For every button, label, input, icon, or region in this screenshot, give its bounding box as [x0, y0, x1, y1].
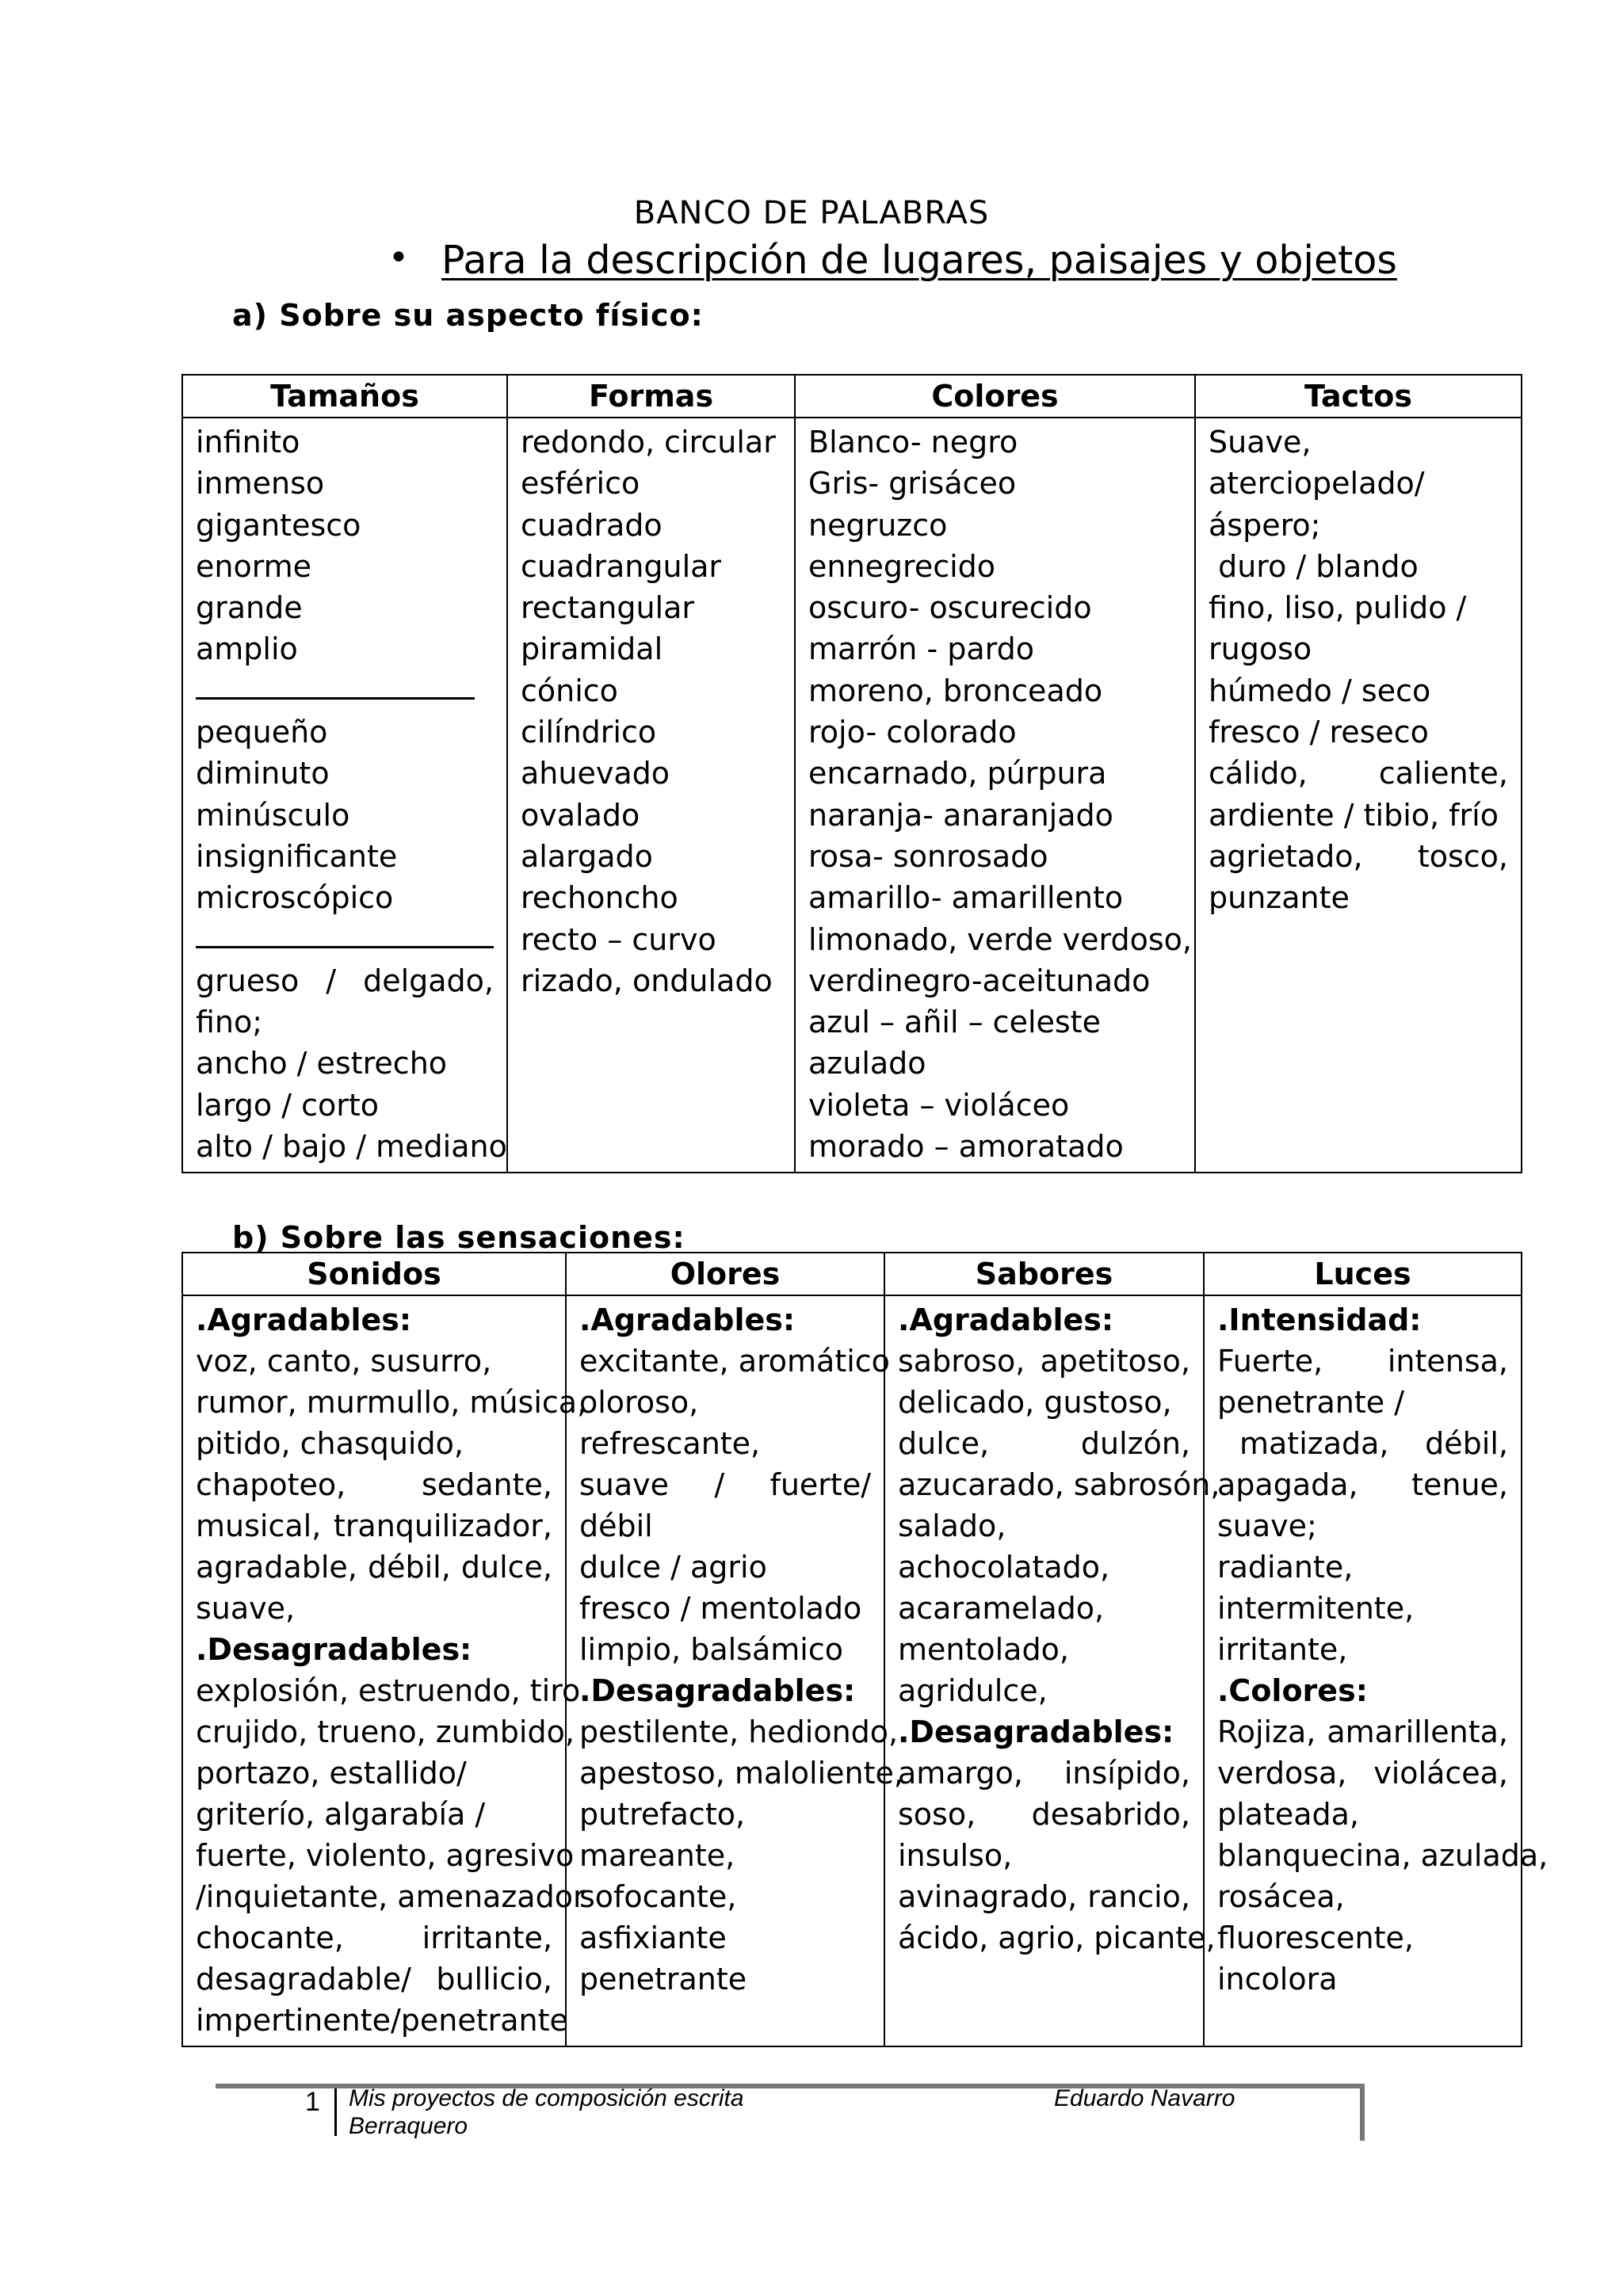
word-item: suave,	[196, 1591, 296, 1626]
footer-book-title: Mis proyectos de composición escrita	[349, 2085, 744, 2111]
word-item: pitido, chasquido,	[196, 1426, 464, 1461]
sonidos-cell	[182, 1295, 587, 2046]
footer-author: Eduardo Navarro	[1054, 2085, 1235, 2111]
word-item: ácido, agrio, picante,	[898, 1920, 1216, 1955]
word-item: agradable, débil, dulce,	[196, 1550, 552, 1585]
word-item: suave;	[1217, 1508, 1317, 1543]
word-item: intermitente,	[1217, 1591, 1415, 1626]
word-item: fino, liso, pulido /	[1209, 590, 1467, 626]
category-label: .Colores:	[1217, 1673, 1368, 1708]
table-row	[182, 1295, 1522, 2046]
word-item: apestoso, maloliente,	[579, 1756, 903, 1791]
word-item: fluorescente,	[1217, 1920, 1414, 1955]
word-item: dulce, dulzón,	[898, 1426, 1190, 1461]
word-item: musical, tranquilizador,	[196, 1508, 552, 1543]
word-item: cuadrado	[521, 507, 663, 543]
word-item: dulce / agrio	[579, 1550, 767, 1585]
word-item: refrescante,	[579, 1426, 761, 1461]
separator-line	[196, 670, 475, 711]
word-item: sofocante,	[579, 1879, 737, 1914]
column-header-tactos: Tactos	[1195, 375, 1522, 418]
word-item: oscuro- oscurecido	[808, 590, 1092, 626]
word-item: penetrante /	[1217, 1385, 1405, 1420]
sensations-table	[181, 1252, 1549, 2047]
table-header-row	[182, 1253, 1522, 1295]
section-a-heading: a) Sobre su aspecto físico:	[232, 298, 704, 333]
colores-cell	[795, 418, 1195, 1173]
document-subtitle: Para la descripción de lugares, paisajes y objetos	[441, 238, 1397, 283]
word-item: rugoso	[1209, 631, 1312, 667]
word-item: azul – añil – celeste	[808, 1005, 1101, 1040]
word-item: grande	[196, 590, 303, 626]
word-item: ovalado	[521, 797, 640, 833]
word-item: rumor, murmullo, música,	[196, 1385, 587, 1420]
word-item: chocante, irritante,	[196, 1920, 552, 1955]
word-item: esférico	[521, 466, 640, 502]
separator-line	[196, 919, 494, 960]
word-item: Suave,	[1209, 425, 1312, 460]
word-item: suave / fuerte/	[579, 1467, 871, 1502]
word-item: inmenso	[196, 466, 325, 502]
word-item: insignificante	[196, 838, 398, 874]
word-item: áspero;	[1209, 507, 1321, 543]
word-item: alargado	[521, 838, 653, 874]
table-header-row	[182, 375, 1522, 418]
footer-divider	[334, 2088, 337, 2136]
word-item: explosión, estruendo, tiro	[196, 1673, 581, 1708]
word-item: putrefacto,	[579, 1797, 746, 1832]
word-item: /inquietante, amenazador	[196, 1879, 586, 1914]
table-row	[182, 418, 1522, 1173]
word-item: blanquecina, azulada,	[1217, 1838, 1549, 1873]
column-header-colores: Colores	[795, 375, 1195, 418]
word-item: rectangular	[521, 590, 695, 626]
word-item: plateada,	[1217, 1797, 1360, 1832]
word-item: Rojiza, amarillenta,	[1217, 1714, 1508, 1749]
category-label: .Agradables:	[196, 1302, 412, 1337]
word-item: achocolatado,	[898, 1550, 1110, 1585]
word-item: cuadrangular	[521, 548, 722, 584]
word-item: oloroso,	[579, 1385, 699, 1420]
word-item: fresco / mentolado	[579, 1591, 862, 1626]
word-item: cónico	[521, 673, 618, 708]
physical-aspect-table	[181, 374, 1522, 1173]
word-item: ahuevado	[521, 756, 670, 791]
word-item: marrón - pardo	[808, 631, 1034, 667]
word-item: negruzco	[808, 507, 948, 543]
word-item: cálido, caliente,	[1209, 756, 1508, 791]
document-title: BANCO DE PALABRAS	[633, 195, 990, 231]
word-item: pestilente, hediondo,	[579, 1714, 899, 1749]
word-item: irritante,	[1217, 1632, 1348, 1667]
word-item: infinito	[196, 425, 300, 460]
footer-author-surname: Berraquero	[349, 2113, 468, 2139]
word-item: microscópico	[196, 880, 394, 916]
column-header-luces: Luces	[1204, 1253, 1522, 1295]
tamanos-cell	[182, 418, 507, 1173]
word-item: delicado, gustoso,	[898, 1385, 1172, 1420]
word-item: débil	[579, 1508, 653, 1543]
word-item: soso, desabrido,	[898, 1797, 1190, 1832]
category-label: .Desagradables:	[898, 1714, 1174, 1749]
word-item: ardiente / tibio, frío	[1209, 797, 1499, 833]
word-item: violeta – violáceo	[808, 1087, 1070, 1123]
word-item: naranja- anaranjado	[808, 797, 1113, 833]
word-item: duro / blando	[1209, 548, 1419, 584]
word-item: verdosa, violácea,	[1217, 1756, 1508, 1791]
word-item: amargo, insípido,	[898, 1756, 1190, 1791]
word-item: portazo, estallido/	[196, 1756, 467, 1791]
column-header-sonidos: Sonidos	[182, 1253, 566, 1295]
word-item: diminuto	[196, 756, 330, 791]
word-item: redondo, circular	[521, 425, 776, 460]
word-item: crujido, trueno, zumbido,	[196, 1714, 575, 1749]
word-item: fino;	[196, 1005, 263, 1040]
word-item: alto / bajo / mediano	[196, 1129, 507, 1165]
word-item: penetrante	[579, 1962, 747, 1997]
word-item: salado,	[898, 1508, 1006, 1543]
word-item: excitante, aromático	[579, 1344, 890, 1379]
bullet-icon: •	[388, 238, 409, 278]
word-item: asfixiante	[579, 1920, 727, 1955]
word-item: aterciopelado/	[1209, 466, 1425, 502]
word-item: acaramelado,	[898, 1591, 1105, 1626]
word-item: limpio, balsámico	[579, 1632, 843, 1667]
section-b-heading: b) Sobre las sensaciones:	[232, 1220, 685, 1255]
word-item: ancho / estrecho	[196, 1046, 448, 1081]
word-item: grueso / delgado,	[196, 963, 494, 998]
luces-cell	[1204, 1295, 1549, 2046]
word-item: limonado, verde verdoso,	[808, 921, 1192, 957]
footer-border	[1360, 2084, 1365, 2141]
column-header-sabores: Sabores	[884, 1253, 1204, 1295]
word-item: piramidal	[521, 631, 663, 667]
column-header-tamanos: Tamaños	[182, 375, 507, 418]
word-item: apagada, tenue,	[1217, 1467, 1508, 1502]
word-item: desagradable/ bullicio,	[196, 1962, 552, 1997]
word-item: incolora	[1217, 1962, 1338, 1997]
olores-cell	[566, 1295, 903, 2046]
word-item: amplio	[196, 631, 298, 667]
word-item: rosácea,	[1217, 1879, 1345, 1914]
word-item: cilíndrico	[521, 715, 657, 750]
word-item: voz, canto, susurro,	[196, 1344, 492, 1379]
word-item: húmedo / seco	[1209, 673, 1431, 708]
word-item: radiante,	[1217, 1550, 1354, 1585]
word-item: griterío, algarabía /	[196, 1797, 486, 1832]
category-label: .Agradables:	[898, 1302, 1114, 1337]
word-item: fresco / reseco	[1209, 715, 1429, 750]
word-item: fuerte, violento, agresivo	[196, 1838, 575, 1873]
word-item: mentolado,	[898, 1632, 1069, 1667]
word-item: agrietado, tosco,	[1209, 838, 1508, 874]
formas-cell	[507, 418, 795, 1173]
word-item: Blanco- negro	[808, 425, 1018, 460]
column-header-formas: Formas	[507, 375, 795, 418]
word-item: mareante,	[579, 1838, 735, 1873]
word-item: pequeño	[196, 715, 328, 750]
word-item: Fuerte, intensa,	[1217, 1344, 1508, 1379]
word-item: rojo- colorado	[808, 715, 1017, 750]
word-item: recto – curvo	[521, 921, 716, 957]
word-item: azulado	[808, 1046, 926, 1081]
word-item: moreno, bronceado	[808, 673, 1103, 708]
word-item: avinagrado, rancio,	[898, 1879, 1190, 1914]
word-item: rechoncho	[521, 880, 678, 916]
word-item: punzante	[1209, 880, 1350, 916]
category-label: .Desagradables:	[196, 1632, 472, 1667]
page-number: 1	[305, 2087, 320, 2117]
word-item: verdinegro-aceitunado	[808, 963, 1151, 998]
word-item: encarnado, púrpura	[808, 756, 1107, 791]
tactos-cell	[1195, 418, 1522, 1173]
word-item: Gris- grisáceo	[808, 466, 1017, 502]
word-item: morado – amoratado	[808, 1129, 1124, 1165]
category-label: .Agradables:	[579, 1302, 796, 1337]
word-item: agridulce,	[898, 1673, 1048, 1708]
word-item: insulso,	[898, 1838, 1013, 1873]
word-item: matizada, débil,	[1239, 1426, 1508, 1461]
word-item: impertinente/penetrante	[196, 2003, 568, 2038]
category-label: .Intensidad:	[1217, 1302, 1422, 1337]
word-item: enorme	[196, 548, 312, 584]
word-item: largo / corto	[196, 1087, 380, 1123]
word-item: gigantesco	[196, 507, 361, 543]
word-item: ennegrecido	[808, 548, 996, 584]
word-item: rosa- sonrosado	[808, 838, 1048, 874]
word-item: chapoteo, sedante,	[196, 1467, 552, 1502]
word-item: minúsculo	[196, 797, 350, 833]
word-item: rizado, ondulado	[521, 963, 773, 998]
word-item: sabroso, apetitoso,	[898, 1344, 1190, 1379]
category-label: .Desagradables:	[579, 1673, 856, 1708]
sabores-cell	[884, 1295, 1220, 2046]
column-header-olores: Olores	[566, 1253, 884, 1295]
word-item: azucarado, sabrosón,	[898, 1467, 1220, 1502]
word-item: amarillo- amarillento	[808, 880, 1124, 916]
